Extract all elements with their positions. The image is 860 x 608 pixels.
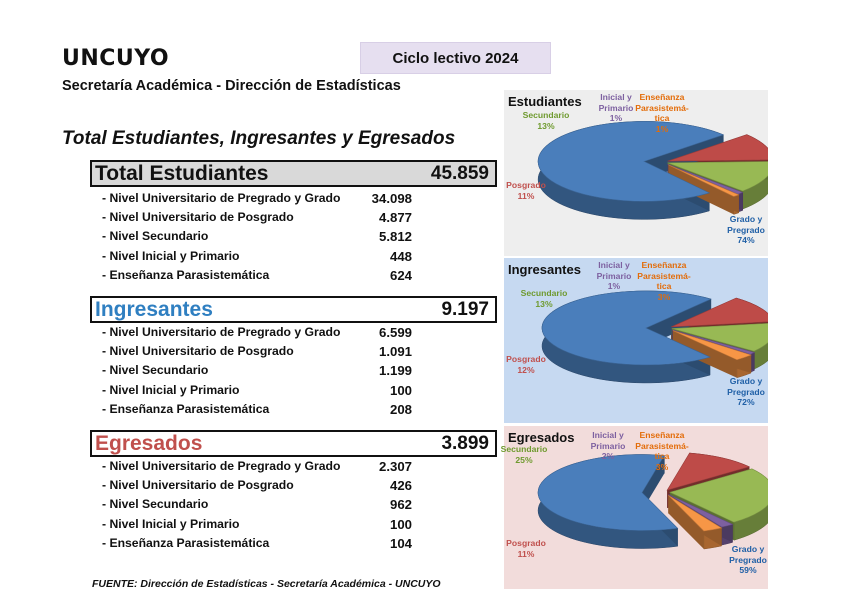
table-row xyxy=(102,266,412,285)
label-line: Pregrado xyxy=(729,554,767,565)
ingresantes-label: Ingresantes xyxy=(95,297,213,321)
label-line: Grado y xyxy=(729,376,763,386)
row-value: 100 xyxy=(389,516,412,532)
label-line: Secundario xyxy=(500,444,548,454)
row-value: 104 xyxy=(389,535,412,551)
row-name: - Nivel Universitario de Posgrado xyxy=(102,210,294,225)
source-note: FUENTE: Dirección de Estadísticas - Secretaría Académica - UNCUYO xyxy=(92,578,441,590)
row-name: - Nivel Inicial y Primario xyxy=(102,248,240,263)
ingresantes-chart-panel xyxy=(504,258,768,423)
table-row xyxy=(102,323,412,342)
label-line: Inicial y xyxy=(600,92,632,102)
label-line: 3% xyxy=(657,291,671,302)
table-row xyxy=(102,515,412,534)
label-line: 1% xyxy=(609,113,623,123)
row-value: 1.199 xyxy=(378,363,412,379)
table-row xyxy=(102,361,412,380)
table-row xyxy=(102,208,412,227)
row-value: 426 xyxy=(389,478,412,494)
chart-title: Egresados xyxy=(508,430,575,445)
label-line: 12% xyxy=(517,364,535,375)
row-value: 962 xyxy=(389,497,412,513)
label-line: Secundario xyxy=(520,288,568,298)
table-row xyxy=(102,247,412,266)
secundario-label xyxy=(523,110,570,131)
grado-label xyxy=(729,544,767,576)
label-line: Primario xyxy=(590,440,626,451)
label-line: 1% xyxy=(607,281,621,291)
table-row xyxy=(102,189,412,208)
label-line: 11% xyxy=(517,190,535,201)
label-line: tica xyxy=(654,451,670,461)
label-line: 13% xyxy=(537,120,555,131)
label-line: Enseñanza xyxy=(639,430,685,440)
table-row xyxy=(102,227,412,246)
label-line: 2% xyxy=(601,451,615,461)
table-row xyxy=(102,400,412,419)
row-name: - Nivel Inicial y Primario xyxy=(102,516,240,531)
estudiantes-total: 45.859 xyxy=(430,162,489,184)
row-name: - Nivel Universitario de Posgrado xyxy=(102,478,294,493)
label-line: Grado y xyxy=(729,214,763,224)
row-name: - Nivel Secundario xyxy=(102,363,209,378)
chart-title: Estudiantes xyxy=(508,94,582,109)
estudiantes-rows xyxy=(102,189,412,285)
row-value: 100 xyxy=(389,382,412,398)
egresados-header xyxy=(90,430,497,457)
label-line: Parasistemá- xyxy=(637,270,691,281)
row-value: 6.599 xyxy=(378,325,412,340)
egresados-label: Egresados xyxy=(95,431,203,455)
label-line: Parasistemá- xyxy=(635,440,689,451)
uncuyo-logo: UNCUYO xyxy=(62,46,170,71)
table-row xyxy=(102,457,412,476)
label-line: 74% xyxy=(737,235,755,245)
table-row xyxy=(102,476,412,495)
row-name: - Nivel Universitario de Posgrado xyxy=(102,344,294,359)
label-line: Posgrado xyxy=(506,180,546,190)
table-row xyxy=(102,534,412,553)
row-name: - Enseñanza Parasistemática xyxy=(102,267,270,282)
label-line: 11% xyxy=(517,548,535,559)
label-line: Enseñanza xyxy=(641,260,687,270)
label-line: Primario xyxy=(596,270,632,281)
label-line: 72% xyxy=(737,397,755,407)
row-value: 448 xyxy=(389,248,412,264)
label-line: Pregrado xyxy=(727,386,765,397)
label-line: Enseñanza xyxy=(639,92,685,102)
posgrado-label xyxy=(506,180,546,201)
label-line: tica xyxy=(656,281,672,291)
posgrado-label xyxy=(506,354,546,375)
table-row xyxy=(102,495,412,514)
secundario-label xyxy=(521,288,568,309)
label-line: Pregrado xyxy=(727,224,765,235)
label-line: Grado y xyxy=(731,544,765,554)
estudiantes-label: Total Estudiantes xyxy=(95,161,269,185)
label-line: 1% xyxy=(655,123,669,134)
label-line: Parasistemá- xyxy=(635,102,689,113)
row-value: 4.877 xyxy=(378,210,412,226)
estudiantes-header xyxy=(90,160,497,187)
row-name: - Nivel Universitario de Pregrado y Grado xyxy=(102,459,341,473)
parasistematica-label xyxy=(637,260,691,302)
inicial-label xyxy=(591,430,626,462)
label-line: 25% xyxy=(515,454,533,465)
label-line: 59% xyxy=(739,565,757,575)
cycle-badge: Ciclo lectivo 2024 xyxy=(360,42,551,74)
row-value: 1.091 xyxy=(378,344,412,360)
row-name: - Enseñanza Parasistemática xyxy=(102,401,270,416)
label-line: 3% xyxy=(655,461,669,472)
row-name: - Nivel Universitario de Pregrado y Grado xyxy=(102,191,341,205)
ingresantes-rows xyxy=(102,323,412,419)
label-line: Posgrado xyxy=(506,354,546,364)
row-value: 624 xyxy=(389,267,412,283)
row-name: - Nivel Secundario xyxy=(102,229,209,244)
row-value: 208 xyxy=(389,401,412,417)
row-name: - Nivel Inicial y Primario xyxy=(102,382,240,397)
ingresantes-total: 9.197 xyxy=(441,298,489,320)
table-row xyxy=(102,381,412,400)
egresados-rows xyxy=(102,457,412,553)
department-subtitle: Secretaría Académica - Dirección de Estadísticas xyxy=(62,78,401,94)
ingresantes-header xyxy=(90,296,497,323)
secundario-label xyxy=(501,444,548,465)
page-title: Total Estudiantes, Ingresantes y Egresados xyxy=(62,128,456,149)
estudiantes-chart-panel xyxy=(504,90,768,256)
inicial-label xyxy=(597,260,632,292)
egresados-total: 3.899 xyxy=(441,432,489,454)
posgrado-label xyxy=(506,538,546,559)
label-line: tica xyxy=(654,113,670,123)
chart-title: Ingresantes xyxy=(508,262,581,277)
row-value: 34.098 xyxy=(371,191,412,206)
label-line: Inicial y xyxy=(592,430,624,440)
row-value: 2.307 xyxy=(378,459,412,474)
row-name: - Nivel Universitario de Pregrado y Grado xyxy=(102,325,341,339)
grado-label xyxy=(727,214,765,246)
label-line: Secundario xyxy=(522,110,570,120)
inicial-label xyxy=(599,92,634,124)
label-line: Inicial y xyxy=(598,260,630,270)
row-name: - Nivel Secundario xyxy=(102,497,209,512)
label-line: 13% xyxy=(535,298,553,309)
label-line: Posgrado xyxy=(506,538,546,548)
row-value: 5.812 xyxy=(378,229,412,245)
parasistematica-label xyxy=(635,430,689,472)
parasistematica-label xyxy=(635,92,689,134)
egresados-chart-panel xyxy=(500,426,768,589)
grado-label xyxy=(727,376,765,408)
row-name: - Enseñanza Parasistemática xyxy=(102,535,270,550)
table-row xyxy=(102,342,412,361)
label-line: Primario xyxy=(598,102,634,113)
